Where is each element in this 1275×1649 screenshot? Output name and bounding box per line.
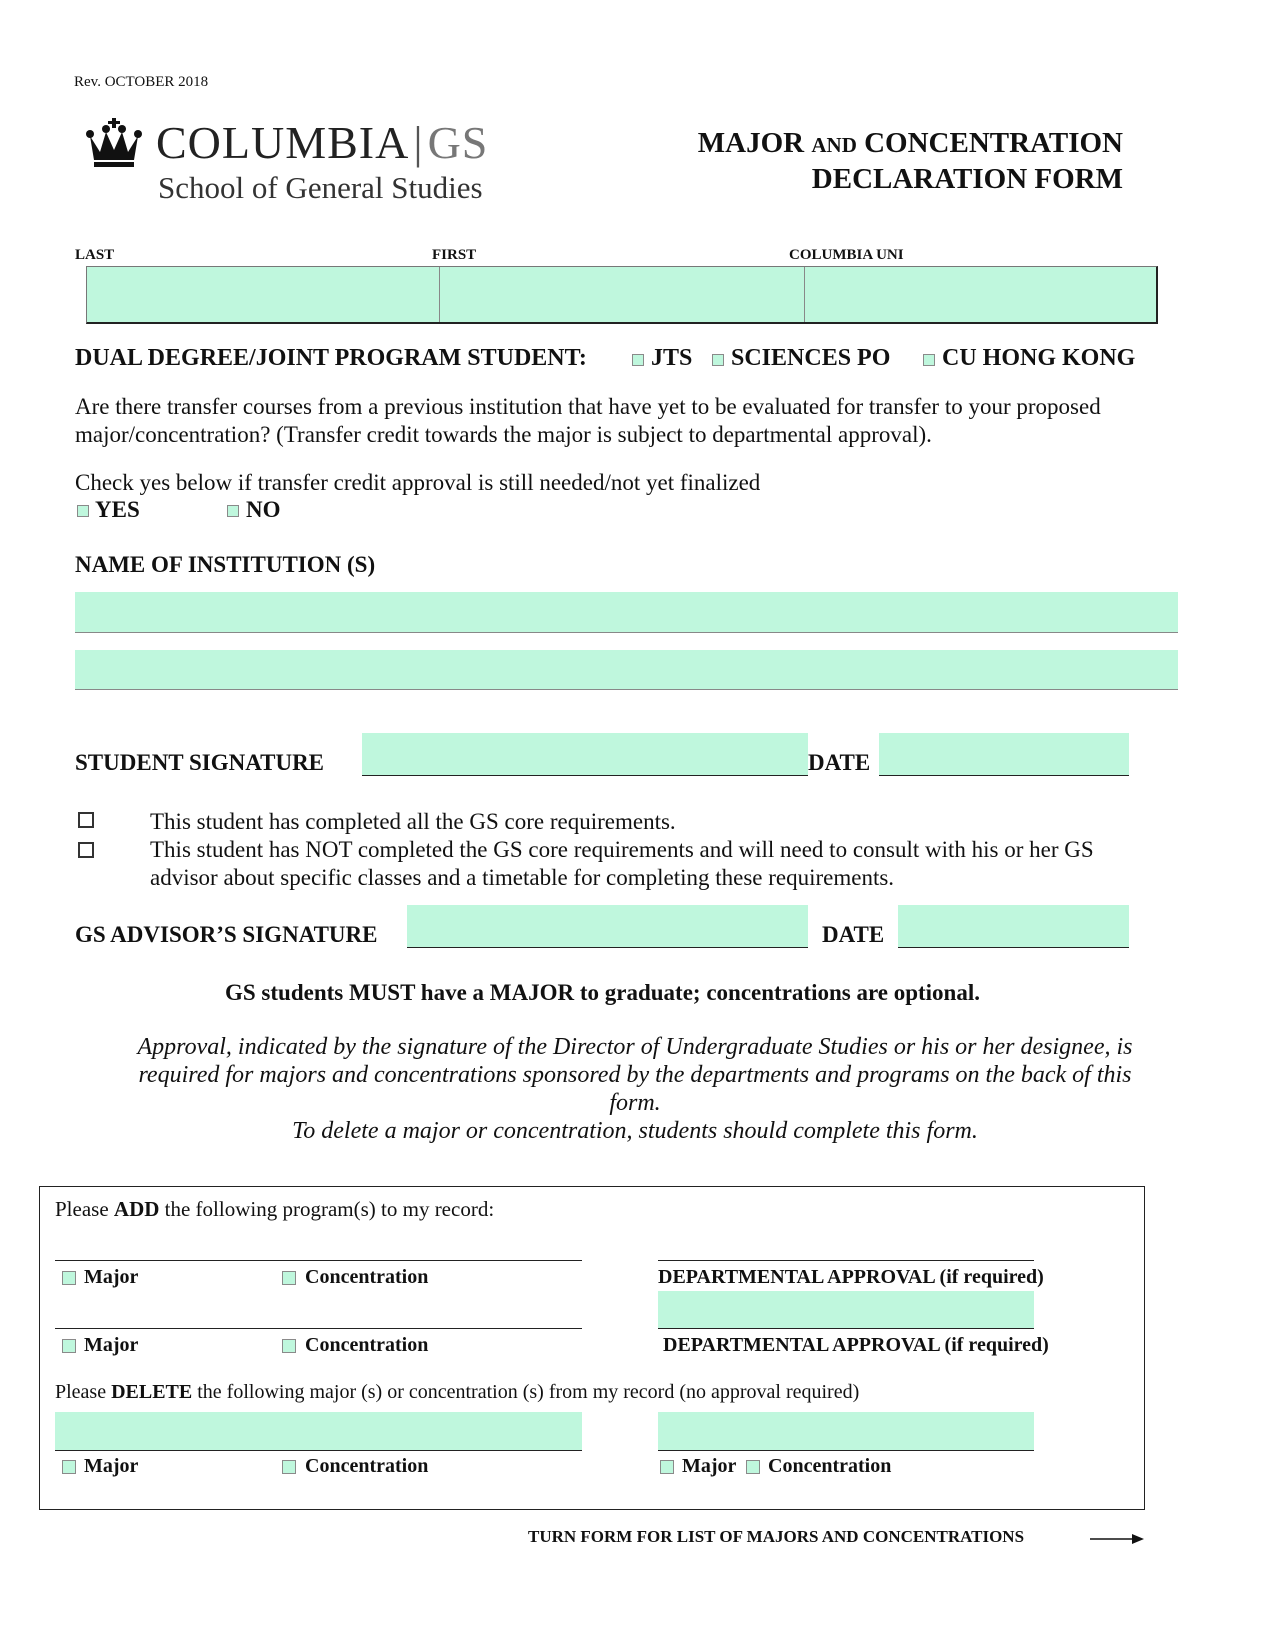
student-signature-label: STUDENT SIGNATURE [75,750,325,775]
advisor-signature-input[interactable] [407,905,808,948]
add-2-concentration-checkbox[interactable] [282,1339,296,1353]
delete-2-concentration-checkbox[interactable] [746,1460,760,1474]
columbia-uni-input[interactable] [805,267,1156,322]
add-pre: Please [55,1197,114,1221]
approval-line-2: required for majors and concentrations sponsored by the departments and programs on the back of this [138,1062,1132,1088]
transfer-no-label: NO [246,497,281,522]
title-line2: DECLARATION FORM [811,163,1123,195]
add-bold: ADD [113,1197,160,1221]
student-date-input[interactable] [879,733,1129,776]
transfer-instruction: Check yes below if transfer credit approval is still needed/not yet finalized [75,470,761,495]
last-name-input[interactable] [87,267,440,322]
delete-2-major-checkbox[interactable] [660,1460,674,1474]
transfer-yes-label: YES [95,497,140,522]
add-1-major-label: Major [84,1266,139,1288]
notice-major: MAJOR [489,980,575,1005]
logo-subtitle: School of General Studies [158,170,483,205]
transfer-yes-checkbox[interactable] [77,505,89,517]
core-not-completed-checkbox[interactable] [78,842,94,858]
advisor-date-label: DATE [822,922,885,947]
add-2-concentration-label: Concentration [305,1334,429,1356]
delete-1-concentration-checkbox[interactable] [282,1460,296,1474]
add-2-major-checkbox[interactable] [62,1339,76,1353]
name-fields-row [86,266,1158,324]
delete-program-input-2[interactable] [658,1412,1034,1451]
approval-line-3: form. [609,1090,661,1116]
transfer-no-checkbox[interactable] [227,505,239,517]
add-post: the following program(s) to my record: [159,1197,495,1221]
add-1-major-checkbox[interactable] [62,1271,76,1285]
first-name-input[interactable] [440,267,805,322]
approval-notice [70,1033,1200,1145]
add-program-input-2[interactable] [55,1300,582,1329]
transfer-question: Are there transfer courses from a previous institution that have yet to be evaluated for transfer to your proposed major/concentration? (Transfer credit towards the major is subject to departmental approval). [75,394,1101,447]
notice-post: to graduate; concentrations are optional. [574,980,980,1005]
delete-bold: DELETE [111,1381,193,1403]
add-programs-heading [55,1197,494,1222]
title-and: AND [811,133,857,157]
delete-post: the following major (s) or concentration (s) from my record (no approval required) [192,1381,860,1403]
sciences-po-checkbox[interactable] [712,354,724,366]
add-1-concentration-label: Concentration [305,1266,429,1288]
advisor-date-input[interactable] [898,905,1129,948]
core-completed-text: This student has completed all the GS core requirements. [150,809,676,834]
delete-1-major-checkbox[interactable] [62,1460,76,1474]
arrow-right-icon [1090,1531,1146,1547]
crown-icon [86,118,142,168]
core-not-completed-text-2: advisor about specific classes and a timetable for completing these requirements. [150,865,895,890]
form-title [698,126,1123,196]
institution-input-1[interactable] [75,592,1178,633]
turn-form-note: TURN FORM FOR LIST OF MAJORS AND CONCENTRATIONS [528,1527,1025,1546]
revision-label: Rev. OCTOBER 2018 [74,74,209,90]
last-label: LAST [75,247,115,263]
institution-label: NAME OF INSTITUTION (S) [75,552,376,577]
delete-1-concentration-label: Concentration [305,1455,429,1477]
cu-hong-kong-label: CU HONG KONG [942,345,1136,371]
delete-2-major-label: Major [682,1455,737,1477]
cu-hong-kong-checkbox[interactable] [923,354,935,366]
delete-note: To delete a major or concentration, students should complete this form. [292,1118,978,1144]
dept-approval-label-1: DEPARTMENTAL APPROVAL (if required) [658,1266,1044,1288]
title-concentration: CONCENTRATION [864,127,1123,159]
notice-mid: have a [415,980,490,1005]
title-major: MAJOR [697,127,805,159]
dual-degree-label: DUAL DEGREE/JOINT PROGRAM STUDENT: [75,345,587,371]
dept-approval-input-1[interactable] [658,1232,1034,1261]
sciences-po-label: SCIENCES PO [731,345,891,371]
institution-input-2[interactable] [75,650,1178,690]
delete-2-concentration-label: Concentration [768,1455,892,1477]
major-required-notice [0,980,1275,1006]
logo-abbr: GS [427,117,489,168]
notice-must: MUST [348,980,416,1005]
approval-line-1: Approval, indicated by the signature of the Director of Undergraduate Studies or his or her designee, is [137,1034,1133,1060]
core-completed-checkbox[interactable] [78,812,94,828]
columbia-logo: COLUMBIA|GS School of General Studies [86,112,526,212]
delete-programs-heading [55,1381,859,1404]
delete-pre: Please [55,1381,112,1403]
student-signature-input[interactable] [362,733,808,776]
logo-name: COLUMBIA [156,117,410,168]
jts-label: JTS [651,345,693,371]
add-program-input-1[interactable] [55,1232,582,1261]
dept-approval-input-2[interactable] [658,1291,1034,1329]
student-date-label: DATE [808,750,871,775]
advisor-signature-label: GS ADVISOR’S SIGNATURE [75,922,378,947]
uni-label: COLUMBIA UNI [789,247,904,263]
delete-1-major-label: Major [84,1455,139,1477]
first-label: FIRST [432,247,477,263]
core-not-completed-text-1: This student has NOT completed the GS core requirements and will need to consult with his or her GS [150,837,1094,862]
delete-program-input-1[interactable] [55,1412,582,1451]
add-2-major-label: Major [84,1334,139,1356]
add-1-concentration-checkbox[interactable] [282,1271,296,1285]
notice-pre: GS students [225,980,349,1005]
jts-checkbox[interactable] [632,354,644,366]
dept-approval-label-2: DEPARTMENTAL APPROVAL (if required) [663,1334,1049,1356]
